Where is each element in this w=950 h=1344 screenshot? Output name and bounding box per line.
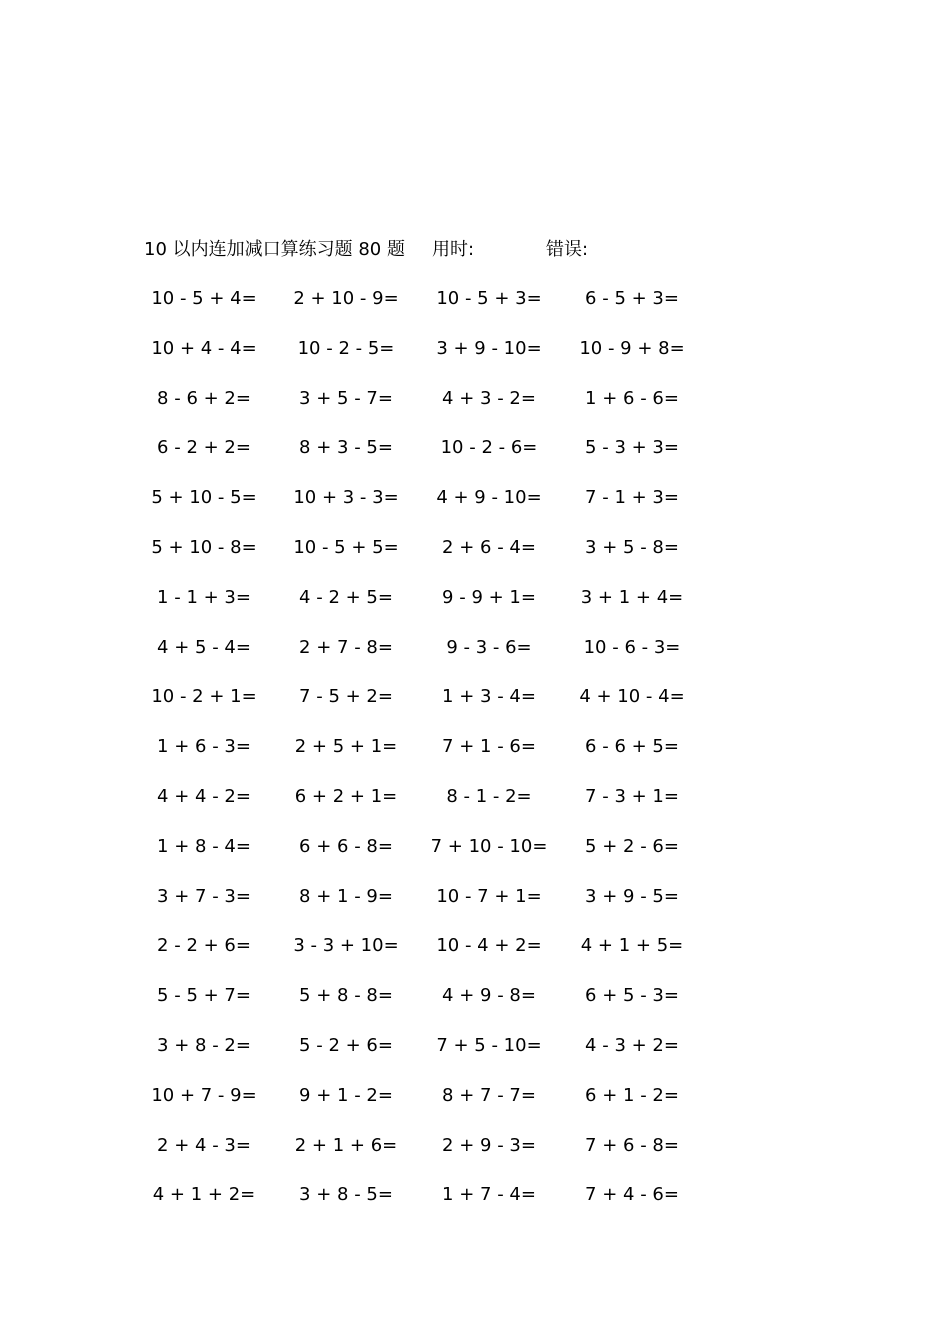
math-problem: 1 + 6 - 6= bbox=[585, 387, 679, 409]
math-problem: 1 + 8 - 4= bbox=[157, 835, 251, 857]
math-problem: 7 + 6 - 8= bbox=[585, 1134, 679, 1156]
errors-label: 错误: bbox=[546, 239, 589, 260]
math-problem: 4 + 10 - 4= bbox=[579, 686, 685, 708]
math-problem: 1 + 3 - 4= bbox=[442, 686, 536, 708]
problem-row bbox=[0, 1031, 950, 1081]
math-problem: 2 + 7 - 8= bbox=[299, 636, 393, 658]
problem-row bbox=[0, 882, 950, 932]
problem-row bbox=[0, 832, 950, 882]
math-problem: 5 - 3 + 3= bbox=[585, 437, 679, 459]
math-problem: 10 - 5 + 3= bbox=[436, 288, 542, 309]
math-problem: 7 - 5 + 2= bbox=[299, 686, 393, 708]
math-problem: 10 - 5 + 5= bbox=[293, 536, 399, 558]
math-problem: 3 + 9 - 10= bbox=[436, 337, 542, 359]
math-problem: 5 + 10 - 8= bbox=[151, 536, 257, 558]
problem-row bbox=[0, 1131, 950, 1181]
math-problem: 10 - 5 + 4= bbox=[151, 288, 257, 309]
math-problem: 10 - 7 + 1= bbox=[436, 885, 542, 907]
math-problem: 2 + 6 - 4= bbox=[442, 536, 536, 558]
math-problem: 8 + 3 - 5= bbox=[299, 437, 393, 459]
math-problem: 7 - 3 + 1= bbox=[585, 785, 679, 807]
problem-row bbox=[0, 433, 950, 483]
math-problem: 3 - 3 + 10= bbox=[293, 935, 399, 957]
math-problem: 6 - 6 + 5= bbox=[585, 736, 679, 758]
math-problem: 4 + 1 + 5= bbox=[580, 935, 684, 957]
math-problem: 9 - 9 + 1= bbox=[442, 586, 536, 608]
math-problem: 4 + 3 - 2= bbox=[442, 387, 536, 409]
math-problem: 6 - 5 + 3= bbox=[585, 288, 679, 309]
math-problem: 3 + 9 - 5= bbox=[585, 885, 679, 907]
math-problem: 4 - 2 + 5= bbox=[299, 586, 393, 608]
math-problem: 2 + 4 - 3= bbox=[157, 1134, 251, 1156]
math-problem: 7 + 10 - 10= bbox=[430, 835, 548, 857]
math-problem: 8 - 1 - 2= bbox=[446, 785, 532, 807]
math-problem: 6 + 5 - 3= bbox=[585, 985, 679, 1007]
math-problem: 7 + 4 - 6= bbox=[585, 1184, 679, 1206]
worksheet-title: 10 以内连加减口算练习题 80 题 bbox=[144, 239, 405, 260]
math-problem: 3 + 7 - 3= bbox=[157, 885, 251, 907]
math-problem: 1 + 7 - 4= bbox=[442, 1184, 536, 1206]
math-problem: 1 - 1 + 3= bbox=[157, 586, 251, 608]
math-problem: 6 + 2 + 1= bbox=[294, 785, 398, 807]
math-problem: 10 - 6 - 3= bbox=[583, 636, 681, 658]
math-problem: 7 + 1 - 6= bbox=[442, 736, 536, 758]
math-problem: 7 - 1 + 3= bbox=[585, 487, 679, 509]
time-used-label: 用时: bbox=[432, 239, 475, 260]
math-problem: 4 + 1 + 2= bbox=[152, 1184, 256, 1206]
math-problem: 5 + 8 - 8= bbox=[299, 985, 393, 1007]
math-problem: 3 + 8 - 5= bbox=[299, 1184, 393, 1206]
problem-row bbox=[0, 1081, 950, 1131]
math-problem: 1 + 6 - 3= bbox=[157, 736, 251, 758]
math-problem: 4 + 5 - 4= bbox=[157, 636, 251, 658]
problem-row bbox=[0, 931, 950, 981]
math-problem: 8 + 1 - 9= bbox=[299, 885, 393, 907]
problem-row bbox=[0, 682, 950, 732]
math-problem: 5 - 5 + 7= bbox=[157, 985, 251, 1007]
math-problem: 7 + 5 - 10= bbox=[436, 1034, 542, 1056]
math-problem: 10 - 2 - 6= bbox=[440, 437, 538, 459]
math-problem: 4 + 4 - 2= bbox=[157, 785, 251, 807]
problem-row bbox=[0, 284, 950, 334]
math-problem: 3 + 1 + 4= bbox=[580, 586, 684, 608]
math-problem: 10 - 4 + 2= bbox=[436, 935, 542, 957]
math-problem: 4 + 9 - 8= bbox=[442, 985, 536, 1007]
math-problem: 9 + 1 - 2= bbox=[299, 1084, 393, 1106]
math-problem: 3 + 5 - 7= bbox=[299, 387, 393, 409]
math-problem: 6 + 6 - 8= bbox=[299, 835, 393, 857]
math-problem: 4 - 3 + 2= bbox=[585, 1034, 679, 1056]
math-problem: 10 - 2 - 5= bbox=[297, 337, 395, 359]
math-problem: 5 + 2 - 6= bbox=[585, 835, 679, 857]
problem-row bbox=[0, 583, 950, 633]
math-problem: 10 + 3 - 3= bbox=[293, 487, 399, 509]
math-problem: 6 + 1 - 2= bbox=[585, 1084, 679, 1106]
math-problem: 2 + 1 + 6= bbox=[294, 1134, 398, 1156]
math-problem: 2 + 10 - 9= bbox=[293, 288, 399, 309]
problem-row bbox=[0, 533, 950, 583]
math-problem: 5 - 2 + 6= bbox=[299, 1034, 393, 1056]
math-problem: 8 + 7 - 7= bbox=[442, 1084, 536, 1106]
math-problem: 10 + 4 - 4= bbox=[151, 337, 257, 359]
problem-row bbox=[0, 633, 950, 683]
problem-grid bbox=[0, 284, 950, 1230]
math-problem: 10 + 7 - 9= bbox=[151, 1084, 257, 1106]
problem-row bbox=[0, 483, 950, 533]
math-problem: 10 - 2 + 1= bbox=[151, 686, 257, 708]
problem-row bbox=[0, 334, 950, 384]
math-problem: 2 + 5 + 1= bbox=[294, 736, 398, 758]
math-problem: 6 - 2 + 2= bbox=[157, 437, 251, 459]
problem-row bbox=[0, 782, 950, 832]
math-problem: 8 - 6 + 2= bbox=[157, 387, 251, 409]
math-problem: 3 + 5 - 8= bbox=[585, 536, 679, 558]
math-problem: 2 + 9 - 3= bbox=[442, 1134, 536, 1156]
math-problem: 5 + 10 - 5= bbox=[151, 487, 257, 509]
math-problem: 9 - 3 - 6= bbox=[446, 636, 532, 658]
math-problem: 10 - 9 + 8= bbox=[579, 337, 685, 359]
math-problem: 3 + 8 - 2= bbox=[157, 1034, 251, 1056]
problem-row bbox=[0, 384, 950, 434]
math-problem: 4 + 9 - 10= bbox=[436, 487, 542, 509]
math-problem: 2 - 2 + 6= bbox=[157, 935, 251, 957]
problem-row bbox=[0, 732, 950, 782]
problem-row bbox=[0, 981, 950, 1031]
problem-row bbox=[0, 1180, 950, 1230]
